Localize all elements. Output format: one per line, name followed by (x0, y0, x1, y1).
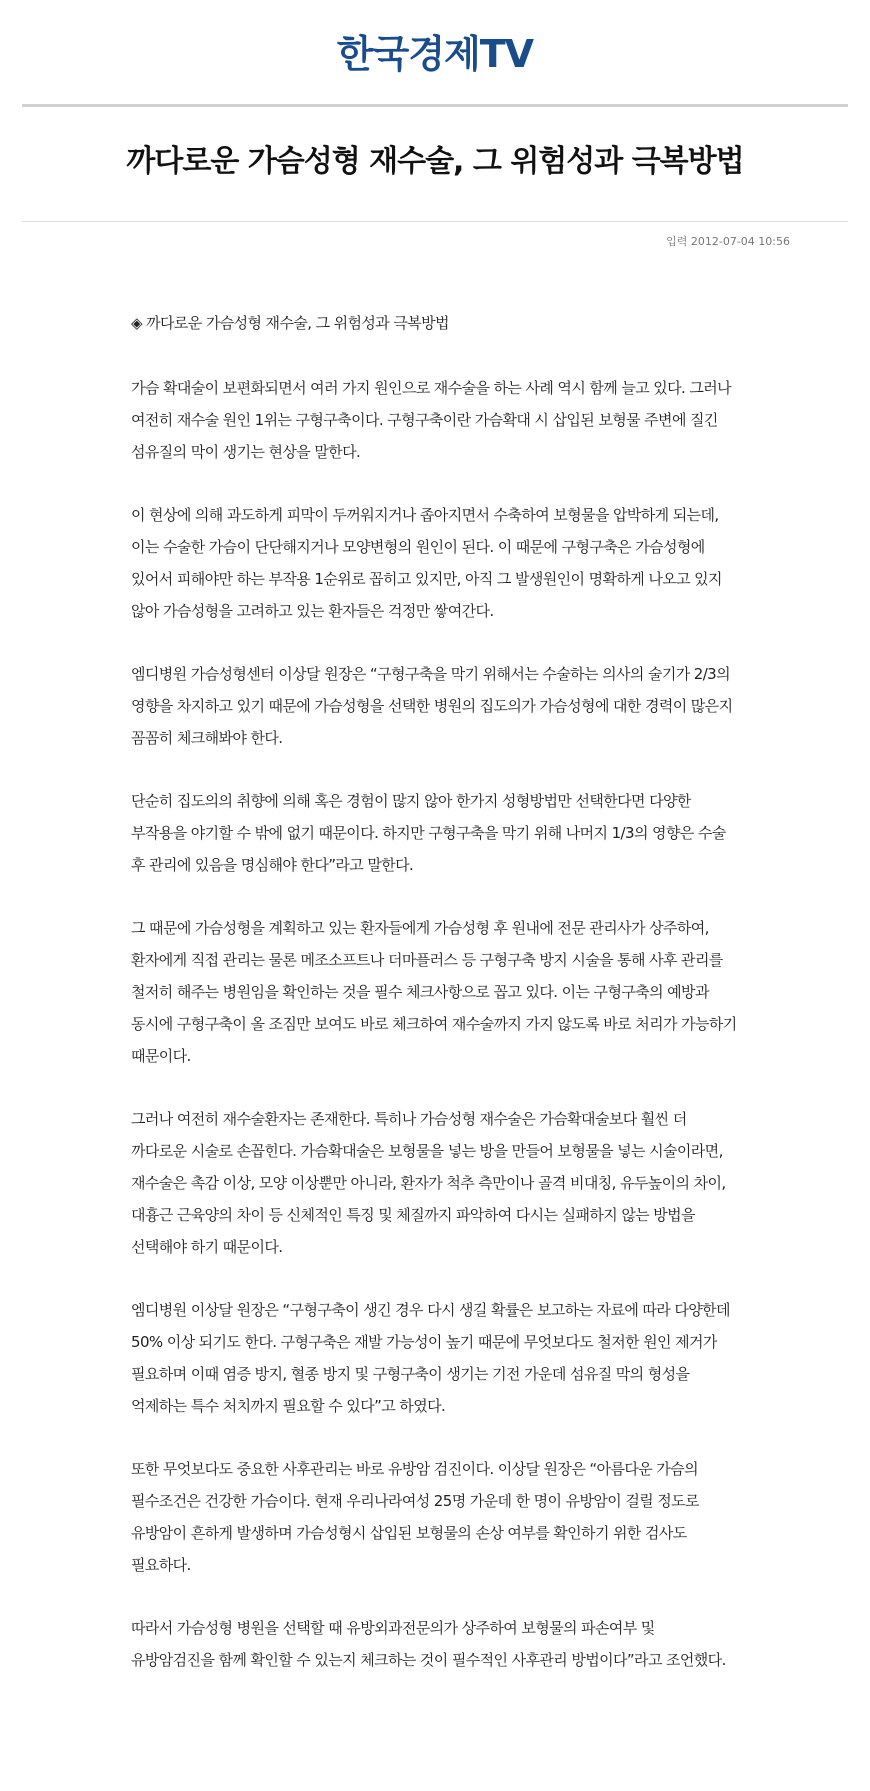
article-body (131, 307, 739, 1707)
site-logo[interactable]: 한국경제TV (336, 32, 534, 76)
article-lead: ◈ 까다로운 가슴성형 재수술, 그 위험성과 극복방법 (131, 314, 449, 332)
article-paragraph: 엠디병원 가슴성형센터 이상달 원장은 “구형구축을 막기 위해서는 수술하는 의사의 술기가 2/3의 영향을 차지하고 있기 때문에 가슴성형을 선택한 병원의 집도의가 가슴성형에 대한 경력이 많은지 꼼꼼히 체크해봐야 한다. (131, 665, 733, 747)
article-paragraph: 엠디병원 이상달 원장은 “구형구축이 생긴 경우 다시 생길 확률은 보고하는 자료에 따라 다양한데 50% 이상 되기도 한다. 구형구축은 재발 가능성이 높기 때문에 무엇보다도 철저한 원인 제거가 필요하며 이때 염증 방지, 혈종 방지 및 구형구축이 생기는 기전 가운데 섬유질 막의 형성을 억제하는 특수 처치까지 필요할 수 있다”고 하였다. (131, 1301, 730, 1415)
article-date: 입력 2012-07-04 10:56 (666, 235, 790, 248)
headline-divider (22, 221, 848, 222)
article-paragraph: 가슴 확대술이 보편화되면서 여러 가지 원인으로 재수술을 하는 사례 역시 함께 늘고 있다. 그러나 여전히 재수술 원인 1위는 구형구축이다. 구형구축이란 가슴확대 시 삽입된 보형물 주변에 질긴 섬유질의 막이 생기는 현상을 말한다. (131, 379, 732, 461)
article-paragraph: 그러나 여전히 재수술환자는 존재한다. 특히나 가슴성형 재수술은 가슴확대술보다 훨씬 더 까다로운 시술로 손꼽힌다. 가슴확대술은 보형물을 넣는 방을 만들어 보형물을 넣는 시술이라면, 재수술은 촉감 이상, 모양 이상뿐만 아니라, 환자가 척추 측만이나 골격 비대칭, 유두높이의 차이, 대흉근 근육양의 차이 등 신체적인 특징 및 체질까지 파악하여 다시는 실패하지 않는 방법을 선택해야 하기 때문이다. (131, 1110, 726, 1256)
article-paragraph: 또한 무엇보다도 중요한 사후관리는 바로 유방암 검진이다. 이상달 원장은 “아름다운 가슴의 필수조건은 건강한 가슴이다. 현재 우리나라여성 25명 가운데 한 명이 유방암이 걸릴 정도로 유방암이 흔하게 발생하며 가슴성형시 삽입된 보형물의 손상 여부를 확인하기 위한 검사도 필요하다. (131, 1460, 699, 1574)
article-paragraph: 이 현상에 의해 과도하게 피막이 두꺼워지거나 좁아지면서 수축하여 보형물을 압박하게 되는데, 이는 수술한 가슴이 단단해지거나 모양변형의 원인이 된다. 이 때문에 구형구축은 가슴성형에 있어서 피해야만 하는 부작용 1순위로 꼽히고 있지만, 아직 그 발생원인이 명확하게 나오고 있지 않아 가슴성형을 고려하고 있는 환자들은 걱정만 쌓여간다. (131, 506, 722, 620)
article-paragraph: 단순히 집도의의 취향에 의해 혹은 경험이 많지 않아 한가지 성형방법만 선택한다면 다양한 부작용을 야기할 수 밖에 없기 때문이다. 하지만 구형구축을 막기 위해 나머지 1/3의 영향은 수술 후 관리에 있음을 명심해야 한다”라고 말한다. (131, 792, 726, 874)
article-paragraph: 그 때문에 가슴성형을 계획하고 있는 환자들에게 가슴성형 후 원내에 전문 관리사가 상주하여, 환자에게 직접 관리는 물론 메조소프트나 더마플러스 등 구형구축 방지 시술을 통해 사후 관리를 철저히 해주는 병원임을 확인하는 것을 필수 체크사항으로 꼽고 있다. 이는 구형구축의 예방과 동시에 구형구축이 올 조짐만 보여도 바로 체크하여 재수술까지 가지 않도록 바로 처리가 가능하기 때문이다. (131, 919, 737, 1065)
header-divider (22, 104, 848, 107)
article-paragraph: 따라서 가슴성형 병원을 선택할 때 유방외과전문의가 상주하여 보형물의 파손여부 및 유방암검진을 함께 확인할 수 있는지 체크하는 것이 필수적인 사후관리 방법이다”라고 조언했다. (131, 1619, 726, 1669)
article-headline: 까다로운 가슴성형 재수술, 그 위험성과 극복방법 (126, 144, 744, 179)
